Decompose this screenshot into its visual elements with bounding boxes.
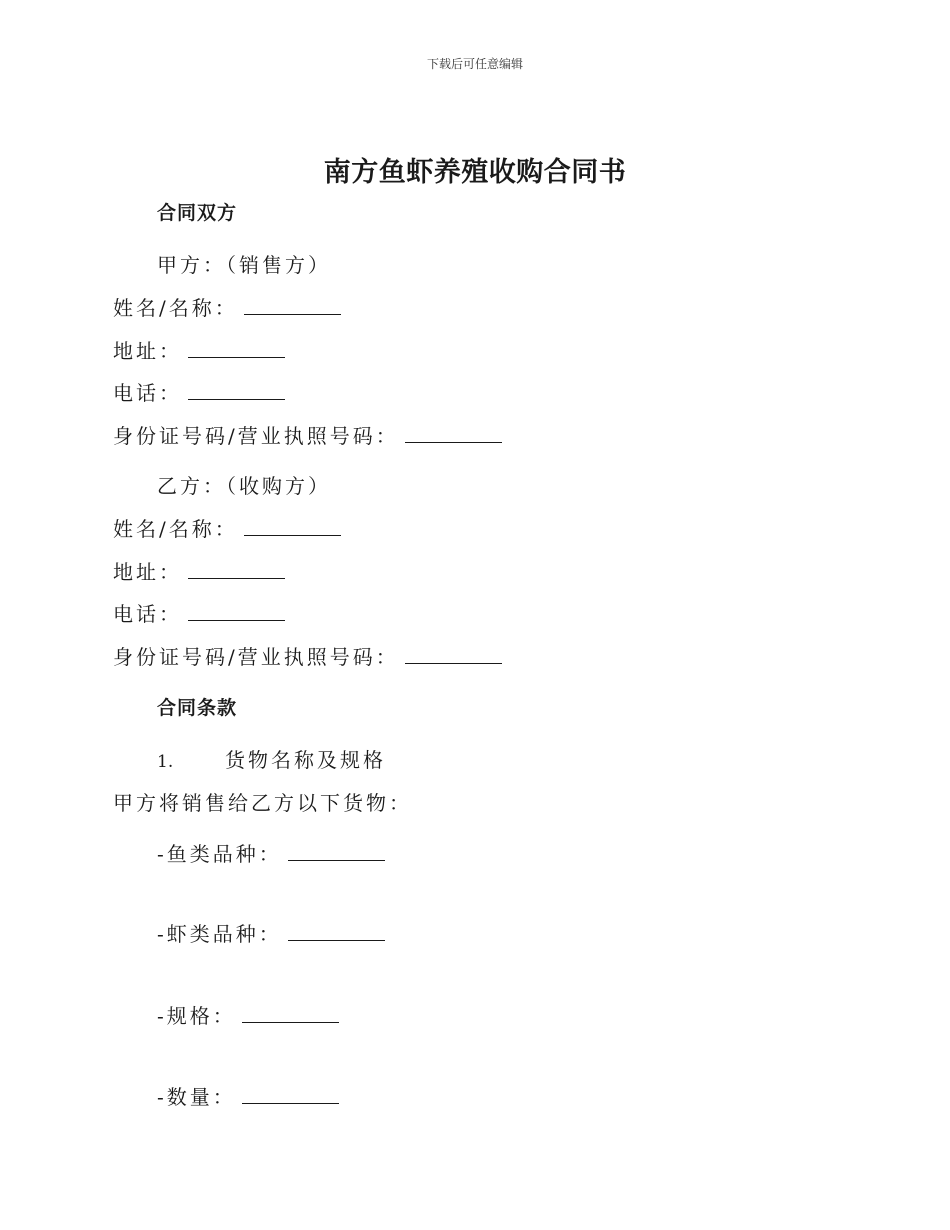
- party-b-id-blank: [405, 643, 502, 664]
- party-b-address-label: 地址：: [113, 560, 182, 584]
- header-note: 下载后可任意编辑: [426, 57, 523, 71]
- party-b-id-label: 身份证号码/营业执照号码：: [113, 645, 399, 669]
- party-a-name-label: 姓名/名称：: [113, 296, 238, 320]
- shrimp-species-label: -虾类品种：: [157, 922, 282, 946]
- terms-heading: 合同条款: [157, 697, 238, 719]
- party-b-name-row: [113, 513, 341, 542]
- party-b-id-row: [113, 641, 502, 670]
- party-b-name-blank: [244, 515, 341, 536]
- term-1-number: 1.: [157, 752, 174, 772]
- quantity-blank: [242, 1083, 339, 1104]
- shrimp-species-blank: [288, 920, 385, 941]
- quantity-row: [157, 1081, 339, 1110]
- party-a-address-blank: [188, 337, 285, 358]
- party-b-phone-blank: [188, 600, 285, 621]
- party-b-address-row: [113, 556, 285, 585]
- party-a-phone-blank: [188, 379, 285, 400]
- party-a-id-row: [113, 420, 502, 449]
- party-a-name-row: [113, 292, 341, 321]
- fish-species-label: -鱼类品种：: [157, 842, 282, 866]
- document-title: 南方鱼虾养殖收购合同书: [323, 157, 627, 188]
- party-b-label: 乙方：（收购方）: [157, 474, 331, 498]
- fish-species-row: [157, 838, 385, 867]
- party-b-phone-label: 电话：: [113, 602, 182, 626]
- spec-label: -规格：: [157, 1004, 236, 1028]
- party-a-address-row: [113, 335, 285, 364]
- party-a-label: 甲方：（销售方）: [157, 253, 331, 277]
- term-1-row: [157, 744, 386, 773]
- goods-intro: 甲方将销售给乙方以下货物：: [113, 791, 412, 815]
- parties-heading: 合同双方: [157, 202, 238, 224]
- party-b-phone-row: [113, 598, 285, 627]
- party-a-id-blank: [405, 422, 502, 443]
- spec-blank: [242, 1002, 339, 1023]
- spec-row: [157, 1000, 339, 1029]
- party-a-phone-label: 电话：: [113, 381, 182, 405]
- party-b-address-blank: [188, 558, 285, 579]
- shrimp-species-row: [157, 918, 385, 947]
- quantity-label: -数量：: [157, 1085, 236, 1109]
- party-a-address-label: 地址：: [113, 339, 182, 363]
- party-a-phone-row: [113, 377, 285, 406]
- party-b-name-label: 姓名/名称：: [113, 517, 238, 541]
- term-1-title: 货物名称及规格: [225, 748, 386, 772]
- fish-species-blank: [288, 840, 385, 861]
- party-a-id-label: 身份证号码/营业执照号码：: [113, 424, 399, 448]
- party-a-name-blank: [244, 294, 341, 315]
